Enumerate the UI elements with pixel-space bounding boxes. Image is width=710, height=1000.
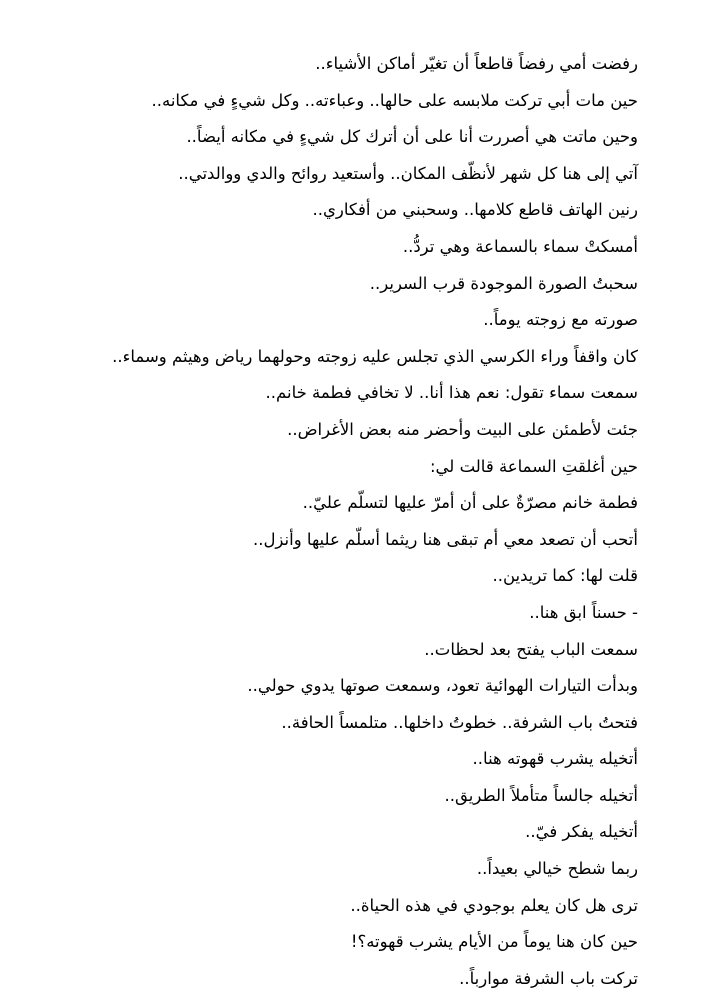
text-line: سمعت الباب يفتح بعد لحظات..: [424, 639, 638, 659]
text-line: رفضت أمي رفضاً قاطعاً أن تغيّر أماكن الأشياء..: [315, 54, 638, 73]
text-line: حين أغلقتِ السماعة قالت لي:: [429, 456, 638, 476]
text-line: قلت لها: كما تريدين..: [492, 566, 638, 586]
text-line: جئت لأطمئن على البيت وأحضر منه بعض الأغراض..: [287, 419, 638, 439]
text-line: - حسناً ابق هنا..: [529, 602, 638, 622]
text-line: أتخيله يشرب قهوته هنا..: [472, 749, 638, 769]
text-line: حين مات أبي تركت ملابسه على حالها.. وعباءته.. وكل شيءٍ في مكانه..: [151, 90, 638, 110]
text-line: آتي إلى هنا كل شهر لأنظّف المكان.. وأستعيد روائح والدي ووالدتي..: [178, 163, 638, 183]
text-line: أتحب أن تصعد معي أم تبقى هنا ريثما أسلّم عليها وأنزل..: [252, 529, 638, 549]
text-line: تركت باب الشرفة موارباً..: [459, 968, 638, 988]
text-line: حين كان هنا يوماً من الأيام يشرب قهوته؟!: [350, 932, 638, 952]
text-line: أمسكتْ سماء بالسماعة وهي تردُّ..: [402, 236, 638, 256]
text-line: فطمة خانم مصرّةٌ على أن أمرّ عليها لتسلّم عليّ..: [302, 493, 638, 513]
text-line: سحبتُ الصورة الموجودة قرب السرير..: [369, 273, 638, 293]
text-line: رنين الهاتف قاطع كلامها.. وسحبني من أفكاري..: [312, 200, 638, 220]
body-text: [58, 46, 638, 997]
text-line: أتخيله يفكر فيّ..: [525, 822, 638, 842]
text-line: فتحتُ باب الشرفة.. خطوتُ داخلها.. متلمساً الحافة..: [281, 712, 638, 732]
text-line: سمعت سماء تقول: نعم هذا أنا.. لا تخافي فطمة خانم..: [265, 383, 638, 403]
text-line: وبدأت التيارات الهوائية تعود، وسمعت صوتها يدوي حولي..: [247, 676, 638, 696]
text-line: صورته مع زوجته يوماً..: [483, 310, 638, 330]
text-line: ترى هل كان يعلم بوجودي في هذه الحياة..: [350, 895, 638, 915]
text-line: ربما شطح خيالي بعيداً..: [476, 859, 638, 879]
text-line: كان واقفاً وراء الكرسي الذي تجلس عليه زوجته وحولهما رياض وهيثم وسماء..: [112, 346, 638, 366]
text-line: وحين ماتت هي أصررت أنا على أن أترك كل شيءٍ في مكانه أيضاً..: [186, 127, 638, 147]
text-line: أتخيله جالساً متأملاً الطريق..: [444, 785, 638, 805]
